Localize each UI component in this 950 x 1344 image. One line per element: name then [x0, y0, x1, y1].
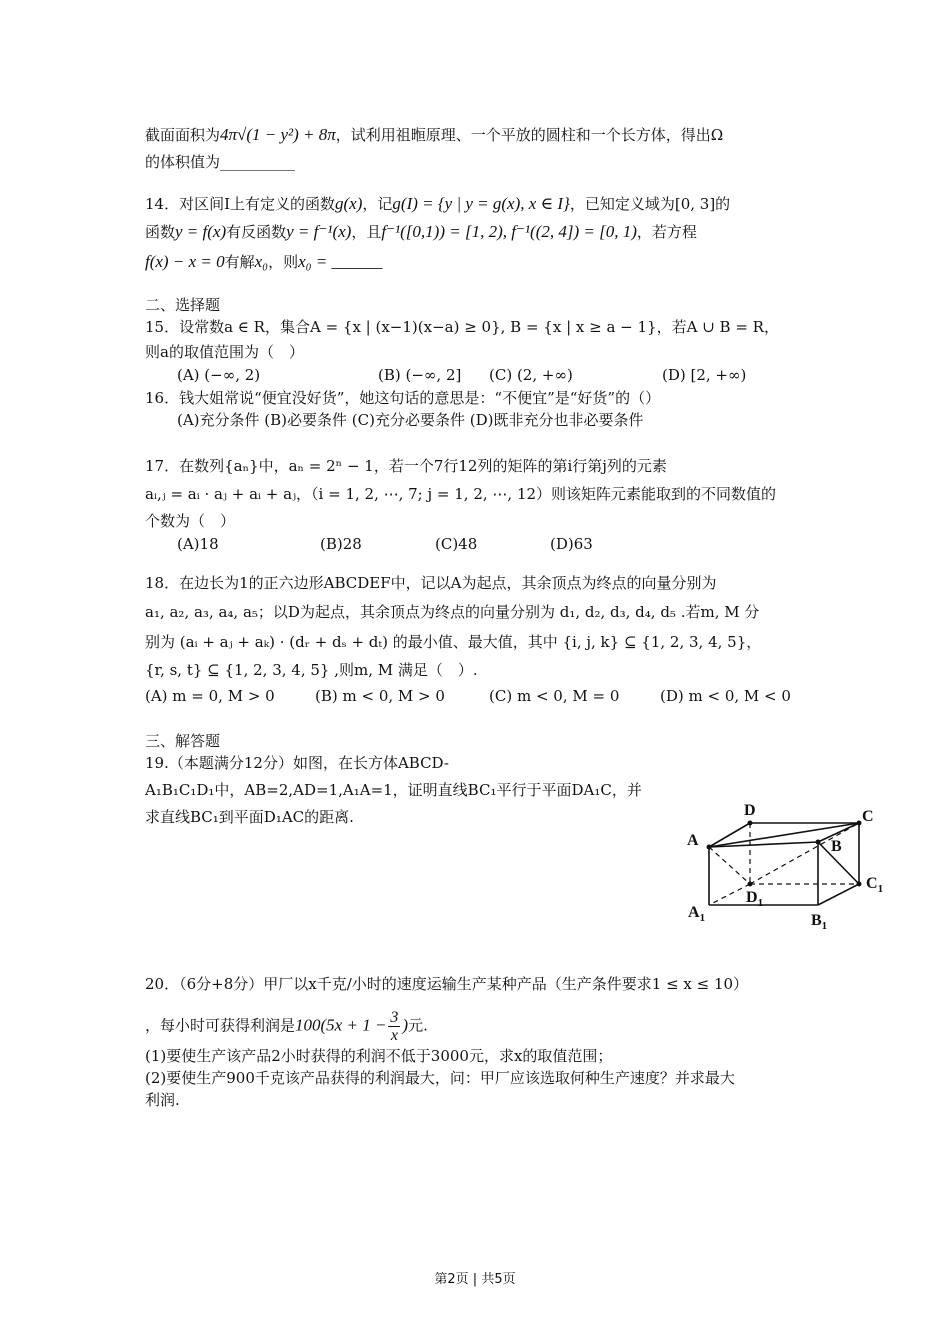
q13-formula: 4π√(1 − y²) + 8π [220, 125, 336, 144]
q15-option-b: (B) (−∞, 2] [378, 366, 462, 384]
q14-text-post: ，已知定义域为[0, 3]的 [569, 195, 731, 213]
label-A: A [687, 832, 699, 849]
q17-option-d: (D)63 [550, 535, 593, 553]
section-title-answer: 三、解答题 [145, 732, 221, 750]
q14-l2-post: ，若方程 [636, 223, 697, 241]
q17-option-b: (B)28 [320, 535, 362, 553]
q14-formula-finv: y = f⁻¹(x) [286, 222, 352, 241]
q18-line4: {r, s, t} ⊆ {1, 2, 3, 4, 5} ,则m, M 满足（ ）. [145, 661, 478, 679]
q14-l2-mid2: ，且 [351, 223, 382, 241]
q14-formula-eq: f(x) − x = 0 [145, 252, 225, 271]
q20-line1: 20．（6分+8分）甲厂以x千克/小时的速度运输生产某种产品（生产条件要求1 ≤ x ≤ 10） [145, 975, 749, 993]
vertex-D [748, 821, 753, 826]
vertex-B [816, 840, 821, 845]
q14-formula-f: y = f(x) [175, 222, 227, 241]
q15-option-a: (A) (−∞, 2) [177, 366, 261, 384]
cuboid-diagram [680, 795, 895, 940]
q20-fraction [388, 1009, 400, 1044]
q13-line1 [145, 124, 723, 146]
vertex-C [857, 821, 862, 826]
q15-line2: 则a的取值范围为（ ） [145, 343, 304, 361]
label-B1: $B_1$ [811, 912, 828, 932]
label-C: C [862, 808, 874, 825]
vertex-C1 [857, 882, 862, 887]
q20-formula-b: ) [402, 1015, 409, 1035]
diagonal-AD1 [709, 847, 750, 884]
q14-formula-finv-values: f⁻¹([0,1)) = [1, 2), f⁻¹((2, 4]) = [0, 1) [381, 222, 637, 241]
q17-line3: 个数为（ ） [145, 512, 236, 530]
q14-l3-mid2: ，则 [268, 253, 299, 271]
page-footer: 第2页 | 共5页 [434, 1272, 516, 1287]
q20-line3: (1)要使生产该产品2小时获得的利润不低于3000元，求x的取值范围； [145, 1047, 613, 1065]
edge-D1A1 [709, 884, 750, 905]
q14-line3 [145, 251, 383, 273]
q18-line1: 18．在边长为1的正六边形ABCDEF中，记以A为起点，其余顶点为终点的向量分别为 [145, 574, 717, 592]
q16-options: (A)充分条件 (B)必要条件 (C)充分必要条件 (D)既非充分也非必要条件 [177, 411, 644, 429]
label-B: B [831, 838, 842, 855]
q18-option-d: (D) m < 0, M < 0 [660, 687, 791, 705]
q19-line3: 求直线BC₁到平面D₁AC的距离. [145, 808, 354, 826]
q18-option-b: (B) m < 0, M > 0 [315, 687, 445, 705]
label-A1: $A_1$ [688, 904, 706, 924]
q18-option-c: (C) m < 0, M = 0 [489, 687, 620, 705]
q20-formula-a: 100(5x + 1 − [295, 1015, 387, 1035]
q14-formula-x0: x₀ [254, 252, 269, 271]
q13-text: 截面面积为 [145, 126, 221, 144]
q14-formula-gI: g(I) = {y | y = g(x), x ∈ I} [392, 194, 570, 213]
q20-fraction-numerator: 3 [390, 1009, 399, 1026]
q20-l2-text: ，每小时可获得利润是 [145, 1016, 296, 1035]
q14-answer-blank: x₀ = ______ [298, 252, 383, 271]
q18-line3: 别为 (aᵢ + aⱼ + aₖ) · (dᵣ + dₛ + dₜ) 的最小值、最大值，其中 {i, j, k} ⊆ {1, 2, 3, 4, 5}， [145, 633, 762, 651]
q14-line1 [145, 193, 730, 215]
section-title-choice: 二、选择题 [145, 296, 221, 314]
q19-line2: A₁B₁C₁D₁中，AB=2,AD=1,A₁A=1，证明直线BC₁平行于平面DA₁C，并 [145, 781, 642, 799]
q20-line4: (2)要使生产900千克该产品获得的利润最大，问：甲厂应该选取何种生产速度？并求最大 [145, 1069, 735, 1087]
q20-l2-post: 元. [408, 1016, 428, 1035]
q13-line2: 的体积值为__________ [145, 153, 296, 171]
vertex-labels [687, 802, 883, 932]
vertex-D1 [748, 882, 753, 887]
q15-option-d: (D) [2, +∞) [662, 366, 747, 384]
q14-l3-mid: 有解 [224, 253, 255, 271]
q18-option-a: (A) m = 0, M > 0 [145, 687, 275, 705]
q20-line5: 利润. [145, 1091, 180, 1109]
label-C1: $C_1$ [866, 875, 884, 895]
q18-line2: a₁, a₂, a₃, a₄, a₅；以D为起点，其余顶点为终点的向量分别为 d₁, d₂, d₃, d₄, d₅ .若m, M 分 [145, 603, 760, 621]
q14-l2-mid: 有反函数 [226, 223, 287, 241]
label-D1: $D_1$ [746, 889, 764, 909]
q17-line2: aᵢ,ⱼ = aᵢ · aⱼ + aᵢ + aⱼ，（i = 1, 2, ⋯, 7; j = 1, 2, ⋯, 12）则该矩阵元素能取到的不同数值的 [145, 485, 777, 503]
q15-line1: 15．设常数a ∈ R，集合A = {x | (x−1)(x−a) ≥ 0}, B = {x | x ≥ a − 1}，若A ∪ B = R， [145, 318, 779, 336]
q19-line1: 19.（本题满分12分）如图，在长方体ABCD- [145, 754, 449, 772]
q13-text-post: ，试利用祖暅原理、一个平放的圆柱和一个长方体，得出Ω [335, 126, 724, 144]
q14-formula-g: g(x) [335, 194, 363, 213]
q16-line1: 16．钱大姐常说“便宜没好货”，她这句话的意思是：“不便宜”是“好货”的（） [145, 389, 661, 407]
edge-C1B1 [818, 884, 859, 905]
q20-fraction-denominator: x [390, 1027, 398, 1044]
q17-option-a: (A)18 [177, 535, 219, 553]
q14-text-mid: ，记 [362, 195, 393, 213]
q15-option-c: (C) (2, +∞) [489, 366, 573, 384]
q14-l2-text: 函数 [145, 223, 176, 241]
q20-line2 [145, 1009, 428, 1044]
label-D: D [744, 802, 756, 819]
q17-line1: 17．在数列{aₙ}中，aₙ = 2ⁿ − 1，若一个7行12列的矩阵的第i行第j列的元素 [145, 457, 667, 475]
q14-line2 [145, 221, 697, 243]
vertex-A [707, 845, 712, 850]
q14-text: 14．对区间I上有定义的函数 [145, 195, 336, 213]
q17-option-c: (C)48 [435, 535, 478, 553]
